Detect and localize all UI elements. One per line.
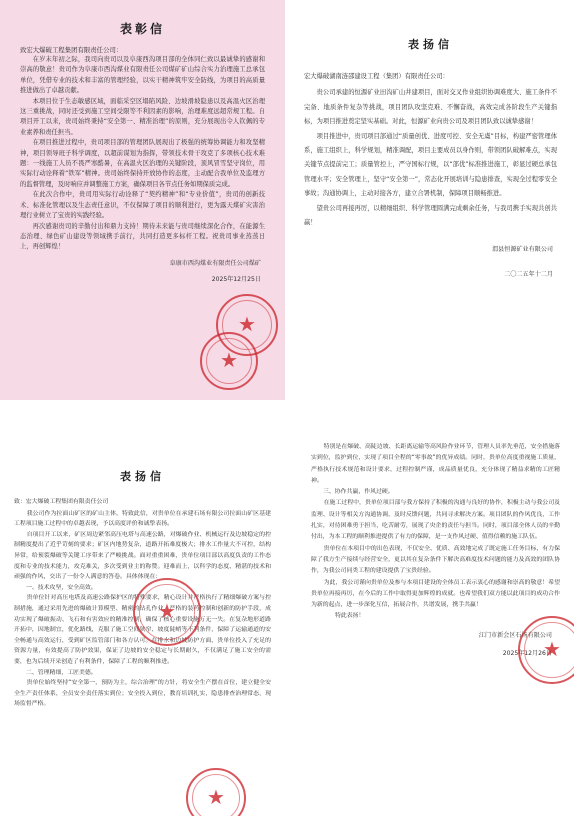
salutation: 致：宏大爆破工程集团有限责任公司	[14, 499, 109, 505]
commendation-letter-2	[289, 0, 574, 400]
letter-paragraph: 在岁末年初之际，我司向贵司以及阜康西沟项目部的全体同仁致以最诚挚的感谢和崇高的敬意！贵司作为阜康市西沟煤业有限责任公司煤矿矿山综合实力治理施工总承包单位，凭借专业的技术和丰富的管理经验，以实干精神筑牢安全防线，为项目的高质量推进做出了卓越贡献。	[20, 56, 265, 95]
letter-paragraph: 本项目位于生态敏感区域，面临采空区塌陷风险、边坡滑坡隐患以及高温火区治理这三重挑战，同时还受到施工空间受限等不利因素的影响，治理难度远超常规工程。自项目开工以来，贵司始终秉持“安全第一、精准治理”的原则，充分展现出令人钦佩的专业素养和责任担当。	[20, 97, 265, 136]
section-heading: 三、协作共赢，作风过硬。	[323, 489, 394, 496]
signature-company: 渭县恒源矿业有限公司	[492, 246, 553, 254]
letter-paragraph: 望贵公司再接再厉，以精细组织、科学管理圆满完成剩余任务，与我司携手实现共创共赢！	[304, 204, 557, 227]
red-seal-stamp	[216, 294, 278, 356]
letter-paragraph: 特别是在爆破、高陡边坡、长距离运输等高风险作业环节，管理人员率先垂范，安全措施落实到位，监护到位，实现了项目全程的“零事故”的优异成绩。同时，贵单位高度重视施工质量，严格执行技术规范和设计要求，过程控制严谨，成品质量优良，充分体现了精益求精的工匠精神。	[311, 444, 560, 484]
letter-paragraph: 我公司作为拉面山矿区的矿山主体，特致此信，对贵单位在承建石场有限公司拉面山矿区基建工程项目施工过程中的卓越表现，予以高度评价和诚挚表扬。	[14, 510, 271, 528]
section-heading: 一、技术攻坚，安全高效。	[26, 584, 97, 591]
star-icon: ★	[238, 312, 256, 336]
letter-paragraph: 在项目推进过程中，贵司项目部的管理团队展现出了极强的统筹协调能力和攻坚精神，项目领导班子科学调度，以超前谋划为指挥，带领技术骨干攻克了多项核心技术难题：一线施工人员不畏严寒酷暑，在高温火区治理的关键阶段，顶风冒雪坚守岗位，用实际行动诠释着“铁军”精神。贵司始终保持开放协作的态度，主动配合我单位及监理方的监督管理，及时响应并调整施工方案，确保项目各节点任务如期保质完成。	[20, 139, 265, 188]
signature-date: 2025年12月25日	[211, 275, 261, 283]
signature-date: 二〇二五年十二月	[504, 271, 553, 279]
commendation-letter-3-continued	[289, 412, 574, 816]
letter-paragraph: 项目推进中，贵司项目部通过“质量创优、进度可控、安全无虞”目标，构建严密管理体系，施工组织上，科学规划，精准调配，项目主要成员以身作则，带领团队破解难点，实现关键节点提前完工；质量管控上，严守国标行规，以“部优”标准推进施工，彰显过硬总承包管理水平；安全管理上，坚守“安全第一”，常态化开展培训与隐患排查，实现全过程零安全事故；沟通协调上，主动对接各方，建立合署机制，保障项目顺畅推进。	[304, 132, 557, 198]
page-title: 表扬信	[408, 38, 453, 51]
star-icon: ★	[158, 599, 176, 623]
letter-paragraph: 贵公司承建的恒源矿业田沟矿山井建项目，面对交叉作业组织协调难度大、施工条件不完备、地质条件复杂等挑战，项目团队攻坚克难、不懈奋战，高效完成各阶段生产关键指标，为项目推进奠定坚实基础。对此，恒源矿业向贵公司及项目团队致以诚挚感谢！	[304, 89, 557, 126]
signature-company: 阜康市西沟煤业有限责任公司煤矿	[169, 259, 261, 267]
salutation: 宏大爆破湖南涟邵建设工程（集团）有限责任公司：	[304, 73, 449, 80]
letter-paragraph: 再次感谢贵司的辛勤付出和鼎力支持！期待未来能与贵司继续深化合作，在能源生态治理、绿色矿山建设等领域携手前行，共同打造更多标杆工程。祝贵司事业蒸蒸日上，再创辉煌！	[20, 222, 265, 251]
page-title: 表扬信	[120, 470, 165, 483]
star-icon: ★	[543, 637, 561, 661]
letter-paragraph: 自项目开工以来，矿区周边紧邻高压电塔与高速公路，对爆破作业、机械运行及边坡稳定的控制精度提出了近乎苛刻的要求；矿区内地势复杂，道路开拓难度极大；排水工作量大不可控，结构异常，给预裂爆破等关键工序带来了严峻挑战。面对重重困难，贵单位项目部以高度负责的工作态度和专业的技术能力，攻克难关，多次受到业主的称赞。迎难而上，以科学的态度、精湛的技术和顽强的作风，交出了一份令人满意的答卷。具体体现在：	[14, 531, 271, 581]
signature-company: 江门市新会区石场有限公司	[478, 631, 552, 639]
letter-paragraph: 在施工过程中，贵单位项目部与我方保持了积极的沟通与良好的协作，积极主动与我公司及监理、设计等相关方沟通协调，及时反馈问题，共同寻求解决方案。项目团队的作风优良，工作扎实，对待困难勇于担当，吃苦耐劳，展现了央企的责任与担当。同时，项目部全体人员的辛勤付出，为本工程的顺利推进提供了有力的保障，是一支作风过硬、值得信赖的施工队伍。	[311, 500, 560, 541]
signature-date: 2025年12月26日	[502, 649, 552, 657]
closing-line: 特此表扬！	[335, 613, 365, 620]
page-title: 表彰信	[119, 22, 165, 36]
salutation: 致宏大爆破工程集团有限责任公司：	[20, 46, 123, 54]
section-heading: 二、管理精细，工匠美德。	[26, 669, 97, 676]
letter-paragraph: 为此，我公司谨向贵单位及参与本项目建设的全体员工表示衷心的感谢和崇高的敬意！希望贵单位再接再厉，在今后的工作中取得更加辉煌的成就。也希望我们双方能以此项目的成功合作为新的起点，进一步深化互信，拓展合作，共谱发展，携手共赢！	[311, 579, 560, 609]
red-seal-stamp	[133, 578, 201, 646]
star-icon: ★	[220, 348, 238, 372]
letter-paragraph: 贵单位始终坚持“安全第一，预防为主，综合治理”的方针，将安全生产摆在首位，建立健全安全生产责任体系，全员安全责任落实到位；安全投入到位，教育培训扎实，隐患排查治理常态，现场监督严格。	[14, 680, 271, 708]
star-icon: ★	[207, 785, 225, 809]
letter-paragraph: 贵单位在本项目中的出色表现，不仅安全、优质、高效地完成了既定施工任务目标，有力保障了我方生产接续与经营安全，更以其在复杂条件下解决高难度技术问题的能力及高效的团队协作，为我公司同类工程的建设提供了宝贵经验。	[311, 545, 560, 575]
letter-paragraph: 贵单位针对高压电塔及高速公路保护区的特殊要求，精心设计并严格执行了精细爆破方案与控制措施，通过采用先进的爆破计算模型、精密的钻孔作业、严格的装药控制和创新的防护手段，成功实现了爆破振动、飞石和有害效应的精准控制，确保了核心重要设施万无一失。在复杂地形道路开拓中，因地制宜，优化路线，克服了施工空间狭窄、坡度陡峭等不利条件，保障了运输通道的安全畅通与高效运行，受到矿区监管部门和各方认可。在排水和边坡防护方面，贵单位投入了充足的资源力量，有效提高了防护效果，保证了边坡的安全稳定与长期耐久，不仅满足了施工安全的需要，也为后续开采创造了有利条件，保障了工程的顺利推进。	[14, 595, 271, 665]
letter-paragraph: 在此次合作中，贵司用实际行动诠释了“契约精神”和“专业价值”，贵司的创新技术、标准化管理以及生态责任意识，不仅保障了项目的顺利进行，更为露天煤矿灾害治理行业树立了宝贵的实践经验。	[20, 191, 265, 220]
